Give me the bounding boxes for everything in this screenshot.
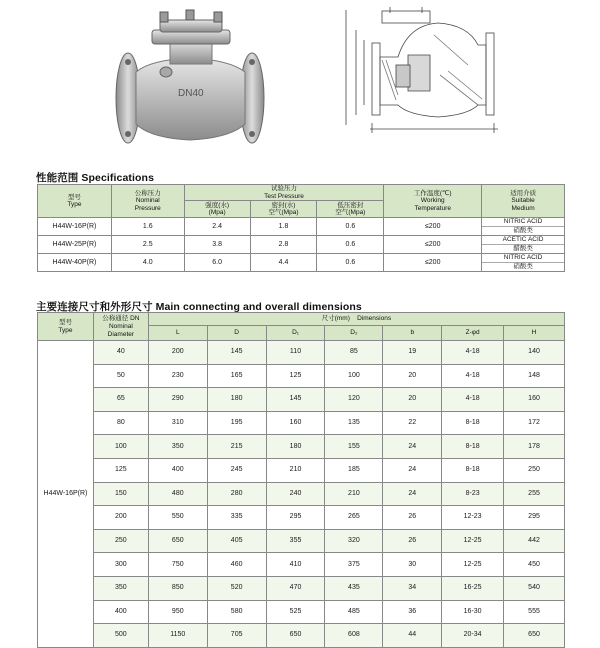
- dim-cell: 30: [383, 553, 442, 577]
- dim-cell: 4-18: [442, 364, 504, 388]
- dim-cell: 100: [325, 364, 383, 388]
- dim-cell: 135: [325, 411, 383, 435]
- dim-cell: 240: [266, 482, 325, 506]
- dim-cell: 160: [504, 388, 565, 412]
- spec-header-low-seal: [317, 201, 384, 218]
- dim-cell-dn: 125: [93, 458, 148, 482]
- dim-cell: 172: [504, 411, 565, 435]
- spec-cell-pn: 4.0: [111, 254, 184, 272]
- dim-cell: 525: [266, 600, 325, 624]
- spec-cell-medium: [482, 236, 565, 254]
- dim-cell: 410: [266, 553, 325, 577]
- spec-header-np-en2: Pressure: [134, 204, 161, 212]
- dim-row: [38, 506, 565, 530]
- dim-cell: 230: [148, 364, 207, 388]
- dim-cell: 140: [504, 341, 565, 365]
- dim-cell: 12-25: [442, 553, 504, 577]
- dim-cell: 442: [504, 529, 565, 553]
- dim-cell: 22: [383, 411, 442, 435]
- dim-cell: 26: [383, 506, 442, 530]
- dim-col-header: L: [148, 326, 207, 341]
- dim-cell: 550: [148, 506, 207, 530]
- dim-cell: 1150: [148, 624, 207, 648]
- dim-header-dn: [93, 313, 148, 341]
- dim-cell: 355: [266, 529, 325, 553]
- top-images: [0, 0, 600, 165]
- dim-cell: 295: [504, 506, 565, 530]
- dim-row: [38, 341, 565, 365]
- dim-cell: 280: [207, 482, 266, 506]
- spec-medium-line: NITRIC ACID: [482, 254, 564, 263]
- dim-cell: 180: [266, 435, 325, 459]
- spec-header-type-en: Type: [67, 201, 82, 208]
- spec-cell-seal: 4.4: [250, 254, 317, 272]
- dim-cell: 435: [325, 576, 383, 600]
- spec-header-seal-cn: 密封(水): [271, 201, 296, 209]
- dim-header-dn-cn: 公称通径 DN: [102, 314, 140, 322]
- dim-cell-dn: 150: [93, 482, 148, 506]
- dim-cell: 470: [266, 576, 325, 600]
- dim-col-header: b: [383, 326, 442, 341]
- dim-cell: 120: [325, 388, 383, 412]
- dim-table: [37, 312, 565, 648]
- technical-drawing: [338, 5, 518, 140]
- spec-header-medium: [482, 185, 565, 218]
- dim-body: [38, 341, 565, 648]
- dim-cell: 148: [504, 364, 565, 388]
- dim-cell: 210: [325, 482, 383, 506]
- dim-cell: 485: [325, 600, 383, 624]
- dim-cell: 12-25: [442, 529, 504, 553]
- dim-cell: 20: [383, 364, 442, 388]
- spec-cell-medium: [482, 254, 565, 272]
- spec-cell-seal: 2.8: [250, 236, 317, 254]
- dim-header-type: [38, 313, 94, 341]
- dim-cell-dn: 65: [93, 388, 148, 412]
- spec-table: [37, 184, 565, 272]
- dim-cell: 110: [266, 341, 325, 365]
- dim-col-header: D₁: [266, 326, 325, 341]
- spec-cell-medium: [482, 218, 565, 236]
- dim-header-dims-cn: 尺寸(mm): [321, 315, 350, 322]
- dim-cell: 8-18: [442, 435, 504, 459]
- dim-cell: 24: [383, 482, 442, 506]
- dim-cell: 8-18: [442, 458, 504, 482]
- dim-cell: 750: [148, 553, 207, 577]
- dim-cell-dn: 350: [93, 576, 148, 600]
- spec-cell-type: H44W-25P(R): [38, 236, 112, 254]
- dim-cell: 350: [148, 435, 207, 459]
- spec-cell-temp: ≤200: [384, 218, 482, 236]
- spec-header-seal: [250, 201, 317, 218]
- spec-cell-low: 0.6: [317, 236, 384, 254]
- spec-medium-line: NITRIC ACID: [482, 218, 564, 227]
- dim-cell: 16-25: [442, 576, 504, 600]
- dim-row: [38, 364, 565, 388]
- dim-cell-dn: 300: [93, 553, 148, 577]
- dim-cell-dn: 50: [93, 364, 148, 388]
- dim-col-header: D: [207, 326, 266, 341]
- spec-cell-temp: ≤200: [384, 254, 482, 272]
- dim-col-header: H: [504, 326, 565, 341]
- spec-cell-seal: 1.8: [250, 218, 317, 236]
- spec-cell-type: H44W-16P(R): [38, 218, 112, 236]
- dim-cell-dn: 80: [93, 411, 148, 435]
- dim-cell: 705: [207, 624, 266, 648]
- dim-cell: 155: [325, 435, 383, 459]
- spec-header-test-pressure: [184, 185, 384, 201]
- dim-header-dims-en: Dimensions: [357, 315, 392, 322]
- dim-cell: 26: [383, 529, 442, 553]
- spec-cell-low: 0.6: [317, 254, 384, 272]
- dim-row: [38, 600, 565, 624]
- dim-cell: 160: [266, 411, 325, 435]
- spec-header-np-cn: 公称压力: [134, 189, 161, 197]
- dim-cell: 85: [325, 341, 383, 365]
- spec-header-md-en1: Suitable: [511, 197, 535, 205]
- dim-cell: 185: [325, 458, 383, 482]
- dim-cell: 8-18: [442, 411, 504, 435]
- dim-row: [38, 576, 565, 600]
- dim-cell: 19: [383, 341, 442, 365]
- dim-cell: 180: [207, 388, 266, 412]
- dim-cell: 405: [207, 529, 266, 553]
- spec-body: [38, 218, 565, 272]
- spec-cell-pn: 2.5: [111, 236, 184, 254]
- dim-cell: 375: [325, 553, 383, 577]
- dim-cell: 310: [148, 411, 207, 435]
- dim-cell-dn: 40: [93, 341, 148, 365]
- dim-cell-dn: 200: [93, 506, 148, 530]
- dim-cell: 8-23: [442, 482, 504, 506]
- dim-header-type-cn: 型号: [58, 318, 72, 326]
- dim-cell: 20-34: [442, 624, 504, 648]
- spec-cell-pn: 1.6: [111, 218, 184, 236]
- dim-cell: 460: [207, 553, 266, 577]
- dim-cell: 555: [504, 600, 565, 624]
- dim-cell: 480: [148, 482, 207, 506]
- spec-medium-line: 硝酸类: [513, 263, 533, 270]
- spec-header-low-cn: 低压密封: [337, 201, 364, 209]
- dim-cell-dn: 100: [93, 435, 148, 459]
- spec-row: [38, 236, 565, 254]
- spec-cell-strength: 6.0: [184, 254, 250, 272]
- spec-header-tp-cn: 试验压力: [271, 185, 297, 192]
- dim-cell: 245: [207, 458, 266, 482]
- dim-cell: 178: [504, 435, 565, 459]
- dim-cell: 520: [207, 576, 266, 600]
- dim-title: 主要连接尺寸和外形尺寸 Main connecting and overall dimensions: [36, 301, 362, 313]
- dim-cell: 540: [504, 576, 565, 600]
- dim-row: [38, 388, 565, 412]
- dim-row: [38, 482, 565, 506]
- spec-header-tp-en: Test Pressure: [264, 192, 304, 200]
- spec-header-low-unit: 空气(Mpa): [335, 209, 366, 216]
- spec-header-st-unit: (Mpa): [208, 209, 226, 216]
- dim-cell: 450: [504, 553, 565, 577]
- dim-cell: 215: [207, 435, 266, 459]
- dim-col-header: Z-φd: [442, 326, 504, 341]
- dim-cell-dn: 500: [93, 624, 148, 648]
- spec-row: [38, 254, 565, 272]
- dim-header-dn-en1: Nominal: [108, 322, 133, 330]
- spec-header-wt-cn: 工作温度(℃): [413, 189, 452, 197]
- dim-cell: 580: [207, 600, 266, 624]
- dim-col-header: D₂: [325, 326, 383, 341]
- dim-row: [38, 411, 565, 435]
- dim-cell: 125: [266, 364, 325, 388]
- dim-cell: 24: [383, 458, 442, 482]
- spec-cell-low: 0.6: [317, 218, 384, 236]
- dim-cell: 145: [207, 341, 266, 365]
- dim-cell: 44: [383, 624, 442, 648]
- dim-cell: 250: [504, 458, 565, 482]
- spec-header-md-cn: 适用介质: [510, 189, 537, 197]
- spec-header-nominal-pressure: [111, 185, 184, 218]
- dim-cell: 20: [383, 388, 442, 412]
- spec-title: 性能范围 Specifications: [36, 172, 155, 184]
- dim-cell: 650: [148, 529, 207, 553]
- dim-cell: 850: [148, 576, 207, 600]
- dim-cell: 145: [266, 388, 325, 412]
- dim-row: [38, 529, 565, 553]
- dim-header-dn-en2: Diameter: [107, 330, 135, 338]
- dim-cell: 36: [383, 600, 442, 624]
- dim-cell: 265: [325, 506, 383, 530]
- spec-header-np-en1: Nominal: [135, 197, 160, 205]
- spec-cell-temp: ≤200: [384, 236, 482, 254]
- spec-header-strength: [184, 201, 250, 218]
- spec-row: [38, 218, 565, 236]
- dim-cell: 290: [148, 388, 207, 412]
- dim-header-type-en: Type: [58, 326, 73, 334]
- dim-cell: 608: [325, 624, 383, 648]
- dim-cell: 650: [504, 624, 565, 648]
- dim-cell: 210: [266, 458, 325, 482]
- dim-cell: 4-18: [442, 341, 504, 365]
- dim-cell: 165: [207, 364, 266, 388]
- spec-medium-line: ACETIC ACID: [482, 236, 564, 245]
- dim-row: [38, 553, 565, 577]
- dim-type-cell: H44W-16P(R): [38, 341, 94, 648]
- dim-cell: 34: [383, 576, 442, 600]
- spec-header-wt-en1: Working: [420, 197, 445, 205]
- spec-medium-line: 硝酸类: [513, 227, 533, 234]
- spec-header-md-en2: Medium: [511, 204, 535, 212]
- spec-header-st-cn: 强度(水): [205, 201, 230, 209]
- dim-cell: 650: [266, 624, 325, 648]
- spec-header-wt-en2: Temperature: [414, 204, 451, 212]
- valve-dn-label: DN40: [178, 88, 204, 99]
- dim-row: [38, 458, 565, 482]
- dim-row: [38, 624, 565, 648]
- spec-header-working-temp: [384, 185, 482, 218]
- dim-cell: 255: [504, 482, 565, 506]
- dim-cell: 200: [148, 341, 207, 365]
- spec-cell-type: H44W-40P(R): [38, 254, 112, 272]
- dim-cell: 195: [207, 411, 266, 435]
- dim-cell: 950: [148, 600, 207, 624]
- spec-header-type: [38, 185, 112, 218]
- dim-cell: 335: [207, 506, 266, 530]
- spec-medium-line: 醋酸类: [513, 245, 533, 252]
- dim-cell: 320: [325, 529, 383, 553]
- dim-header-dimensions: [148, 313, 564, 326]
- dim-cell-dn: 400: [93, 600, 148, 624]
- dim-row: [38, 435, 565, 459]
- spec-header-seal-unit: 空气(Mpa): [268, 209, 299, 216]
- valve-photo: [0, 0, 300, 165]
- dim-cell: 12-23: [442, 506, 504, 530]
- dim-cell: 295: [266, 506, 325, 530]
- dim-cell: 24: [383, 435, 442, 459]
- spec-cell-strength: 3.8: [184, 236, 250, 254]
- dim-cell: 4-18: [442, 388, 504, 412]
- dim-cell-dn: 250: [93, 529, 148, 553]
- spec-header-type-cn: 型号: [67, 193, 81, 201]
- dim-cell: 16-30: [442, 600, 504, 624]
- spec-cell-strength: 2.4: [184, 218, 250, 236]
- dim-cell: 400: [148, 458, 207, 482]
